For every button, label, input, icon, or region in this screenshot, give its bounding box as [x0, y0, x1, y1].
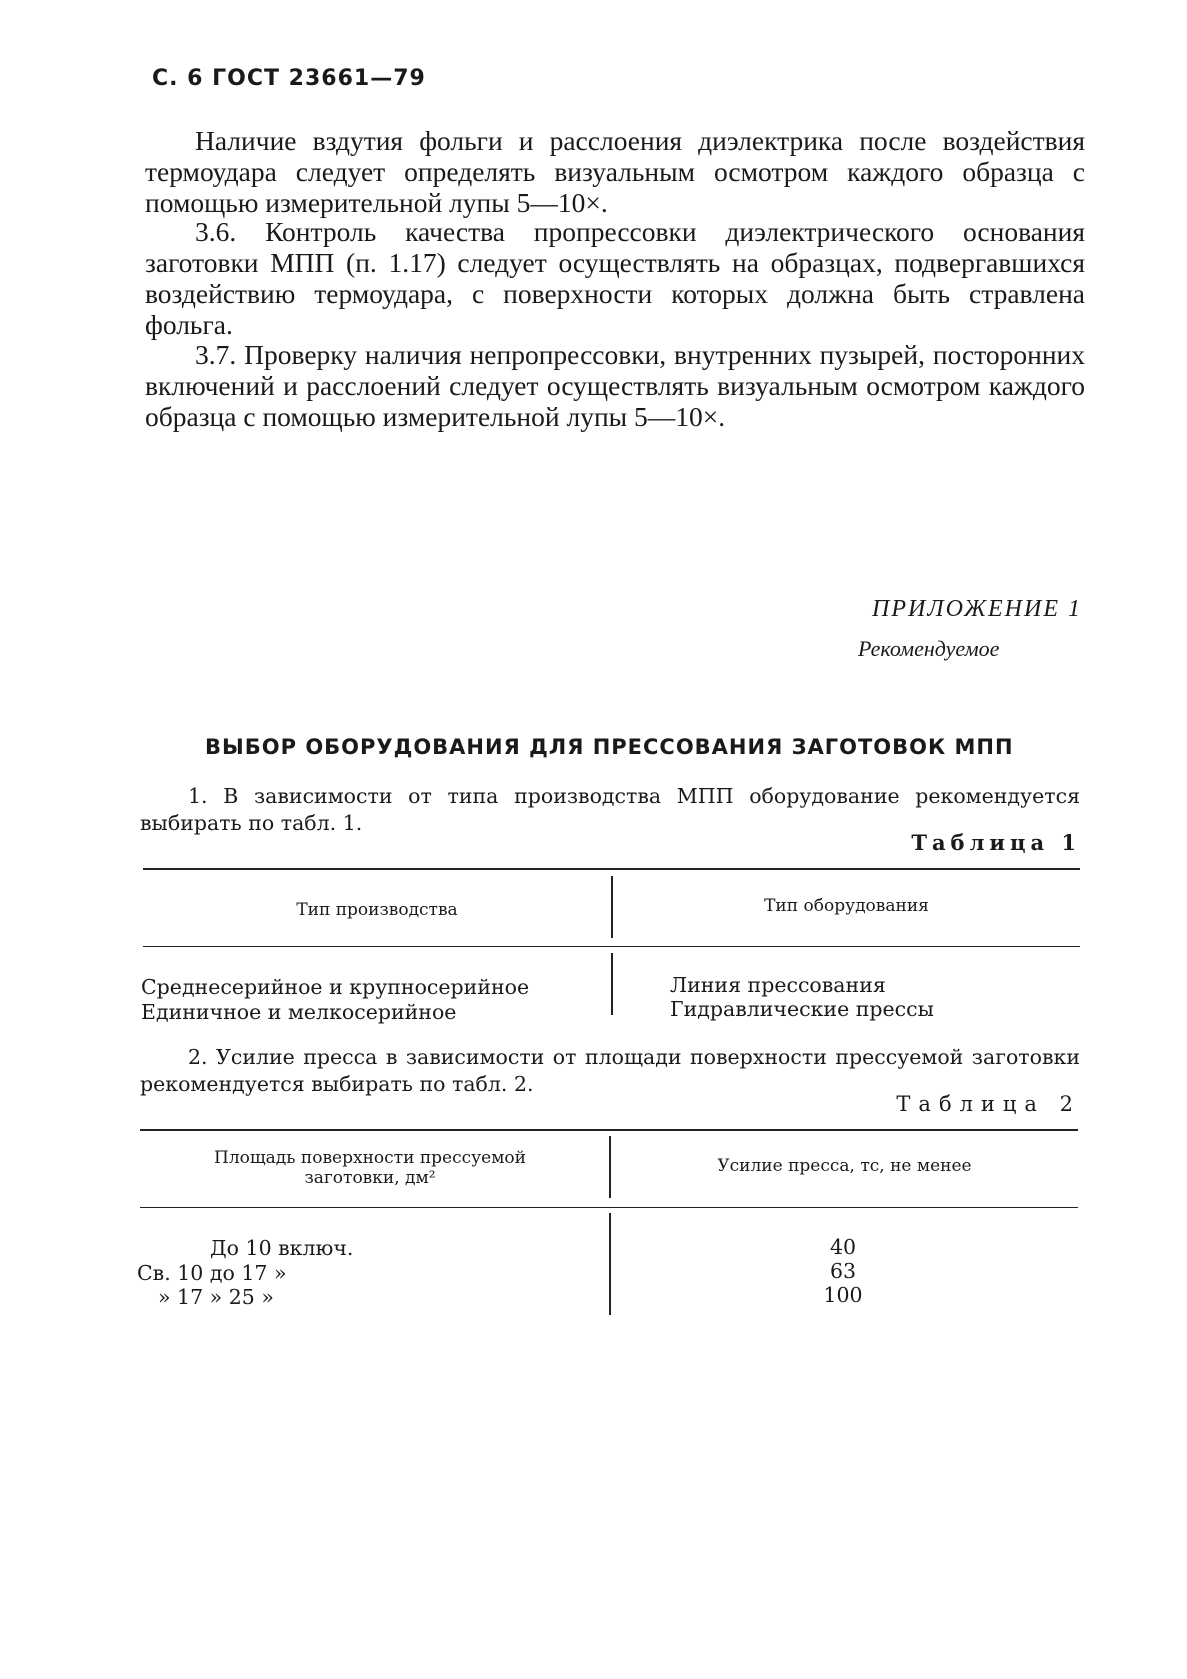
- table2-row3-area: » 17 » 25 »: [158, 1285, 274, 1309]
- table2-row2-force: 63: [829, 1259, 857, 1283]
- table1-header-rule: [143, 946, 1080, 947]
- table1-caption: Таблица 1: [911, 830, 1081, 855]
- table1-header-equipment: Тип оборудования: [764, 896, 929, 916]
- table1-row1-production: Среднесерийное и крупносерийное: [141, 975, 530, 999]
- table2-body-divider: [609, 1213, 611, 1315]
- item-1: 1. В зависимости от типа производства МПП оборудование рекомендуется выбирать по табл. 1.: [140, 784, 1080, 835]
- table2-caption: Таблица 2: [896, 1092, 1081, 1116]
- table1-body-divider: [611, 953, 613, 1015]
- appendix-status: Рекомендуемое: [858, 636, 1000, 661]
- paragraph-3-6: 3.6. Контроль качества пропрессовки диэлектрического основания заготовки МПП (п. 1.17) следует осуществлять на образцах, подвергавшихся воздействию термоудара, с поверхности которых должна быть стравлена фольга.: [145, 216, 1085, 340]
- table2-row3-force: 100: [823, 1283, 863, 1307]
- table2-row2-area: Св. 10 до 17 »: [137, 1261, 287, 1285]
- section-title: ВЫБОР ОБОРУДОВАНИЯ ДЛЯ ПРЕССОВАНИЯ ЗАГОТОВОК МПП: [205, 735, 1014, 759]
- table2-header-force: Усилие пресса, тс, не менее: [717, 1156, 972, 1176]
- item-2: 2. Усилие пресса в зависимости от площади поверхности прессуемой заготовки рекомендуется выбирать по табл. 2.: [140, 1045, 1080, 1096]
- table2-top-rule: [140, 1129, 1078, 1131]
- paragraph-foil-swelling: Наличие вздутия фольги и расслоения диэлектрика после воздействия термоудара следует определять визуальным осмотром каждого образца с помощью измерительной лупы 5—10×.: [145, 125, 1085, 218]
- table2-header-area: Площадь поверхности прессуемой заготовки, дм²: [214, 1148, 526, 1188]
- table1-header-production: Тип производства: [296, 900, 458, 920]
- table1-row1-equipment: Линия прессования: [670, 973, 886, 997]
- table2-row1-force: 40: [829, 1235, 857, 1259]
- table2-header-rule: [140, 1207, 1078, 1208]
- appendix-label: ПРИЛОЖЕНИЕ 1: [872, 596, 1082, 622]
- table1-row2-equipment: Гидравлические прессы: [670, 997, 934, 1021]
- paragraph-3-7: 3.7. Проверку наличия непропрессовки, внутренних пузырей, посторонних включений и расслоений следует осуществлять визуальным осмотром каждого образца с помощью измерительной лупы 5—10×.: [145, 339, 1085, 432]
- table1-top-rule: [143, 868, 1080, 870]
- table1-row2-production: Единичное и мелкосерийное: [141, 1000, 457, 1024]
- page-header: С. 6 ГОСТ 23661—79: [152, 66, 426, 91]
- table2-row1-area: До 10 включ.: [210, 1236, 354, 1260]
